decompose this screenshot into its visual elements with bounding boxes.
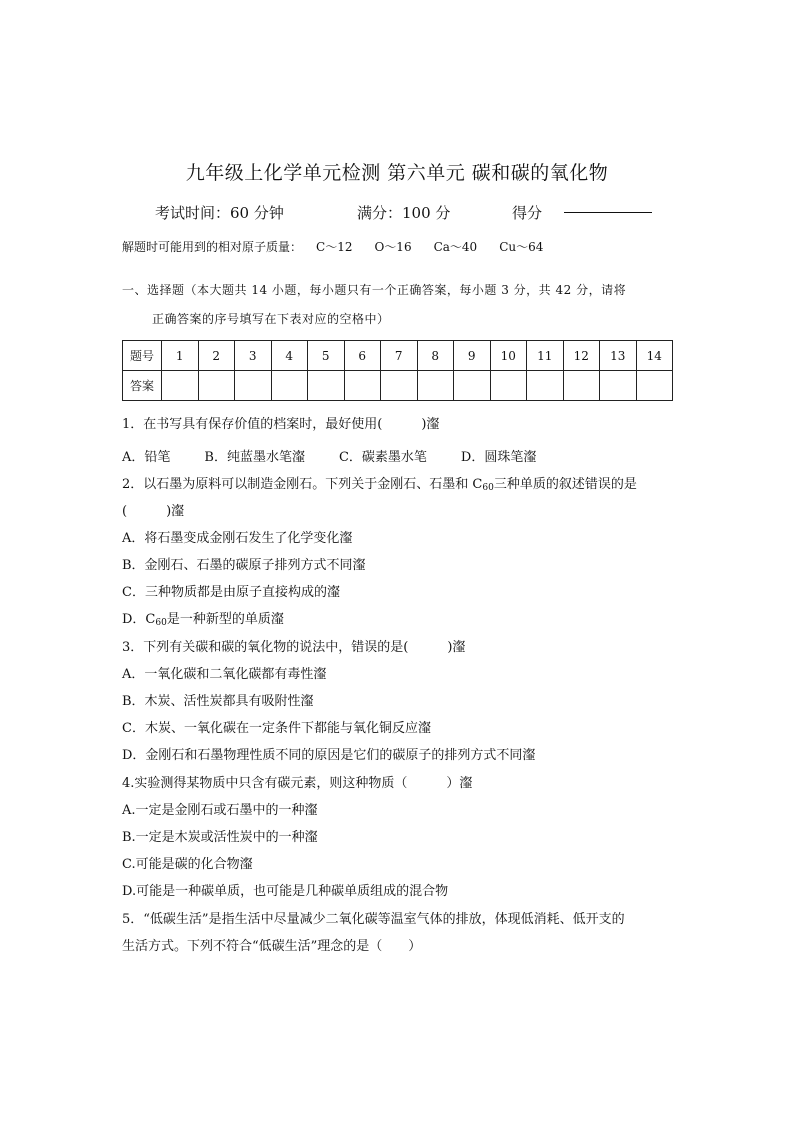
- score-blank-line: [564, 212, 652, 213]
- question-number-cell: 9: [454, 341, 491, 371]
- question-4-stem: 4.实验测得某物质中只含有碳元素，则这种物质（ ）瀣: [122, 776, 473, 791]
- page-title: 九年级上化学单元检测 第六单元 碳和碳的氧化物: [185, 162, 609, 184]
- answer-cell[interactable]: [490, 371, 527, 401]
- atomic-mass-ca: Ca～40: [433, 240, 478, 254]
- question-number-cell: 14: [636, 341, 673, 371]
- question-number-cell: 7: [381, 341, 418, 371]
- answer-cell[interactable]: [600, 371, 637, 401]
- question-2-subscript: 60: [482, 483, 494, 493]
- answer-cell[interactable]: [344, 371, 381, 401]
- question-3-option-d: D．金刚石和石墨物理性质不同的原因是它们的碳原子的排列方式不同瀣: [122, 748, 536, 763]
- full-score: 满分：100 分: [357, 204, 451, 222]
- question-2-stem-part1: 2．以石墨为原料可以制造金刚石。下列关于金刚石、石墨和 C: [122, 477, 483, 492]
- answer-cell[interactable]: [381, 371, 418, 401]
- section-heading-continued: 正确答案的序号填写在下表对应的空格中）: [152, 312, 390, 326]
- question-number-row: [123, 341, 673, 371]
- answer-cell[interactable]: [235, 371, 272, 401]
- question-4-option-b: B.一定是木炭或活性炭中的一种瀣: [122, 830, 318, 845]
- question-2-option-a: A．将石墨变成金刚石发生了化学变化瀣: [122, 531, 353, 546]
- section-heading: 一、选择题（本大题共 14 小题，每小题只有一个正确答案，每小题 3 分，共 42 分，请将: [122, 283, 627, 297]
- question-5-stem-line2: 生活方式。下列不符合“低碳生活”理念的是（ ）: [122, 939, 422, 954]
- answer-cell[interactable]: [417, 371, 454, 401]
- answer-cell[interactable]: [454, 371, 491, 401]
- question-3-option-c: C．木炭、一氧化碳在一定条件下都能与氧化铜反应瀣: [122, 721, 431, 736]
- question-number-cell: 5: [308, 341, 345, 371]
- atomic-mass-label: 解题时可能用到的相对原子质量：: [122, 240, 303, 254]
- atomic-mass-o: O～16: [374, 240, 412, 254]
- question-1-options: [122, 446, 570, 465]
- atomic-mass-line: [122, 238, 565, 255]
- question-1-option-c: C．碳素墨水笔: [338, 450, 427, 465]
- answer-cell[interactable]: [198, 371, 235, 401]
- question-4-option-c: C.可能是碳的化合物瀣: [122, 857, 253, 872]
- question-2-option-c: C．三种物质都是由原子直接构成的瀣: [122, 585, 340, 600]
- answer-cell[interactable]: [636, 371, 673, 401]
- question-1-option-b: B．纯蓝墨水笔瀣: [204, 450, 305, 465]
- question-number-cell: 6: [344, 341, 381, 371]
- question-number-cell: 10: [490, 341, 527, 371]
- question-number-cell: 3: [235, 341, 272, 371]
- question-2-option-d-part1: D．C: [122, 612, 156, 627]
- answer-cell[interactable]: [162, 371, 199, 401]
- answer-cell[interactable]: [271, 371, 308, 401]
- answer-label: 答案: [123, 371, 162, 401]
- question-2-stem: [122, 473, 637, 493]
- question-2-option-d-subscript: 60: [155, 618, 167, 628]
- answer-cell[interactable]: [527, 371, 564, 401]
- question-4-option-d: D.可能是一种碳单质，也可能是几种碳单质组成的混合物: [122, 884, 449, 899]
- exam-time: 考试时间：60 分钟: [155, 204, 284, 222]
- question-1-option-a: A．铅笔: [122, 450, 171, 465]
- question-2-stem-part2: 三种单质的叙述错误的是: [493, 477, 637, 492]
- question-2-option-d-part2: 是一种新型的单质瀣: [166, 612, 284, 627]
- question-2-option-b: B．金刚石、石墨的碳原子排列方式不同瀣: [122, 558, 366, 573]
- answer-cell[interactable]: [308, 371, 345, 401]
- question-3-option-b: B．木炭、活性炭都具有吸附性瀣: [122, 694, 314, 709]
- question-2-stem-line2: ( )瀣: [122, 504, 185, 519]
- question-number-cell: 1: [162, 341, 199, 371]
- question-5-stem: 5．“低碳生活”是指生活中尽量减少二氧化碳等温室气体的排放，体现低消耗、低开支的: [122, 912, 625, 927]
- question-number-cell: 12: [563, 341, 600, 371]
- score-label: 得分: [512, 204, 543, 222]
- question-1-stem: 1．在书写具有保存价值的档案时，最好使用( )瀣: [122, 417, 440, 432]
- atomic-mass-c: C～12: [316, 240, 353, 254]
- answer-table: [122, 340, 673, 401]
- question-number-label: 题号: [123, 341, 162, 371]
- answer-cell[interactable]: [563, 371, 600, 401]
- question-4-option-a: A.一定是金刚石或石墨中的一种瀣: [122, 803, 318, 818]
- answer-row: [123, 371, 673, 401]
- question-number-cell: 8: [417, 341, 454, 371]
- atomic-mass-cu: Cu～64: [499, 240, 544, 254]
- question-number-cell: 4: [271, 341, 308, 371]
- question-1-option-d: D．圆珠笔瀣: [460, 450, 537, 465]
- question-3-option-a: A．一氧化碳和二氧化碳都有毒性瀣: [122, 667, 327, 682]
- question-number-cell: 2: [198, 341, 235, 371]
- question-number-cell: 11: [527, 341, 564, 371]
- question-2-option-d: [122, 608, 284, 628]
- question-number-cell: 13: [600, 341, 637, 371]
- question-3-stem: 3．下列有关碳和碳的氧化物的说法中，错误的是( )瀣: [122, 640, 466, 655]
